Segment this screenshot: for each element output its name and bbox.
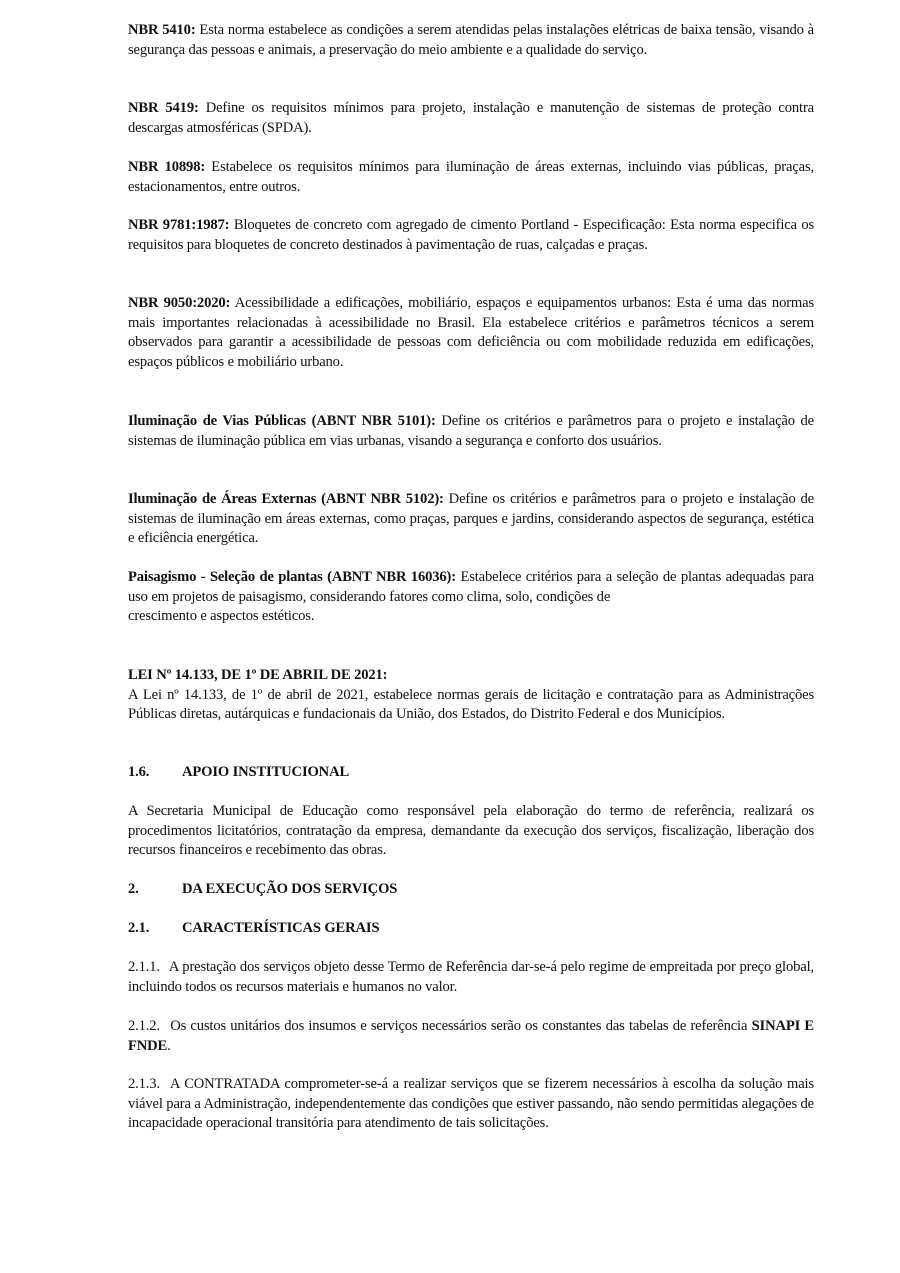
item-text: A prestação dos serviços objeto desse Termo de Referência dar-se-á pelo regime de empreitada por preço global, incluindo todos os recursos materiais e humanos no valor. xyxy=(128,959,814,995)
norm-text: Estabelece critérios para a seleção de plantas adequadas para uso em projetos de paisagismo, considerando fatores como clima, solo, condições de xyxy=(128,569,814,605)
norm-nbr-16036 xyxy=(128,568,814,627)
item-number: 2.1.1. xyxy=(128,959,160,975)
lei-14133 xyxy=(128,666,814,725)
norm-label: NBR 5419: xyxy=(128,100,199,116)
norm-label: NBR 9781:1987: xyxy=(128,217,230,233)
norm-text: Define os critérios e parâmetros para o projeto e instalação de sistemas de iluminação pública em vias urbanas, visando a segurança e conforto dos usuários. xyxy=(128,413,814,449)
item-number: 2.1.2. xyxy=(128,1018,160,1034)
section-1-6-text: A Secretaria Municipal de Educação como responsável pela elaboração do termo de referência, realizará os procedimentos licitatórios, contratação da empresa, demandante da execução dos serviços, fiscalização, liberação dos recursos financeiros e recebimento das obras. xyxy=(128,803,814,858)
norm-label: NBR 9050:2020: xyxy=(128,295,231,311)
section-title: CARACTERÍSTICAS GERAIS xyxy=(182,920,380,936)
norm-text: Define os critérios e parâmetros para o projeto e instalação de sistemas de iluminação em áreas externas, como praças, parques e jardins, considerando aspectos de segurança, estética e eficiência energética. xyxy=(128,491,814,546)
section-heading-2 xyxy=(128,880,814,900)
norm-text: Define os requisitos mínimos para projeto, instalação e manutenção de sistemas de proteção contra descargas atmosféricas (SPDA). xyxy=(128,100,814,136)
norm-label: NBR 5410: xyxy=(128,22,196,38)
item-text-end: . xyxy=(167,1037,171,1054)
item-text: Os custos unitários dos insumos e serviços necessários serão os constantes das tabelas de referência xyxy=(170,1018,752,1034)
norm-nbr-9781 xyxy=(128,216,814,255)
lei-text: A Lei nº 14.133, de 1º de abril de 2021, estabelece normas gerais de licitação e contratação para as Administrações Públicas diretas, autárquicas e fundacionais da União, dos Estados, do Distrito Federal e dos Municípios. xyxy=(128,686,814,722)
norm-nbr-10898 xyxy=(128,158,814,197)
item-bold-text: SINAPI E FNDE xyxy=(128,1018,815,1054)
norm-text: Estabelece os requisitos mínimos para iluminação de áreas externas, incluindo vias públicas, praças, estacionamentos, entre outros. xyxy=(128,159,815,195)
lei-title: LEI Nº 14.133, DE 1º DE ABRIL DE 2021: xyxy=(128,667,388,683)
norm-label: NBR 10898: xyxy=(128,159,206,175)
item-2-1-3 xyxy=(128,1075,814,1134)
norm-nbr-5102 xyxy=(128,490,814,549)
section-number: 1.6. xyxy=(128,764,150,780)
item-text: A CONTRATADA comprometer-se-á a realizar serviços que se fizerem necessários à escolha da solução mais viável para a Administração, independentemente das condições que estiver passando, não sendo permitidas alegações de incapacidade operacional transitória para atendimento de tais solicitações. xyxy=(128,1076,814,1131)
norm-label: Iluminação de Vias Públicas (ABNT NBR 5101): xyxy=(128,413,436,429)
norm-text: Acessibilidade a edificações, mobiliário, espaços e equipamentos urbanos: Esta é uma das normas mais importantes relacionadas à acessibilidade no Brasil. Ela estabelece critérios e parâmetros técnicos a serem observados para garantir a acessibilidade de pessoas com deficiência ou com mobilidade reduzida em edificações, espaços públicos e mobiliário urbano. xyxy=(128,295,814,370)
norm-label: Iluminação de Áreas Externas (ABNT NBR 5102): xyxy=(128,491,444,507)
item-2-1-1 xyxy=(128,958,814,997)
section-title: APOIO INSTITUCIONAL xyxy=(182,764,350,780)
norm-text: Esta norma estabelece as condições a serem atendidas pelas instalações elétricas de baixa tensão, visando à segurança das pessoas e animais, a preservação do meio ambiente e a qualidade do serviço. xyxy=(128,22,814,58)
norm-label: Paisagismo - Seleção de plantas (ABNT NBR 16036): xyxy=(128,569,456,585)
norm-nbr-9050 xyxy=(128,294,814,372)
section-number: 2.1. xyxy=(128,920,150,936)
section-heading-2-1 xyxy=(128,919,814,939)
section-heading-1-6 xyxy=(128,763,814,783)
norm-nbr-5410 xyxy=(128,21,814,60)
item-number: 2.1.3. xyxy=(128,1076,160,1092)
item-2-1-2 xyxy=(128,1017,814,1056)
norm-nbr-5419 xyxy=(128,99,814,138)
norm-text: Bloquetes de concreto com agregado de cimento Portland - Especificação: Esta norma especifica os requisitos para bloquetes de concreto destinados à pavimentação de ruas, calçadas e praças. xyxy=(128,217,814,253)
norm-text-continued: crescimento e aspectos estéticos. xyxy=(128,608,315,624)
section-title: DA EXECUÇÃO DOS SERVIÇOS xyxy=(182,881,398,897)
section-number: 2. xyxy=(128,881,139,897)
norm-nbr-5101 xyxy=(128,412,814,451)
